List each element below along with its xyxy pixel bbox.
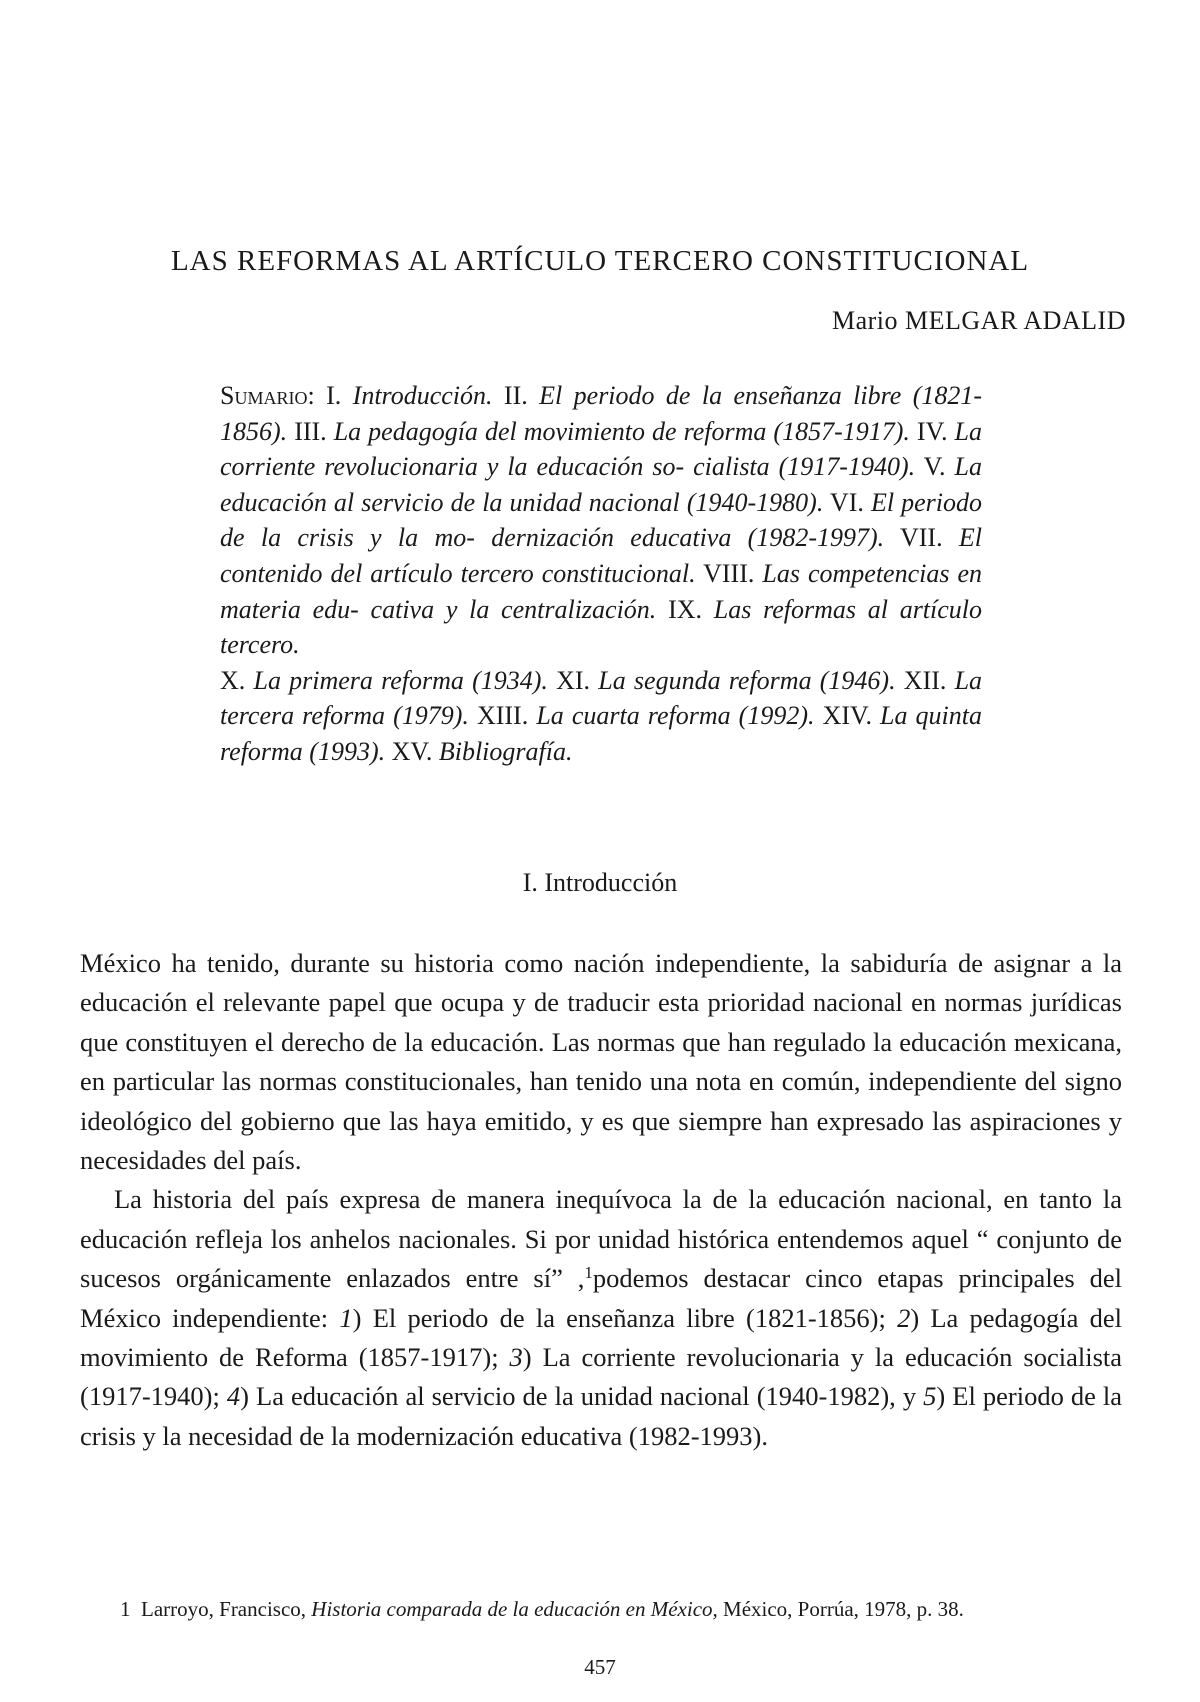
article-title: LAS REFORMAS AL ARTÍCULO TERCERO CONSTITUCIONAL [170, 245, 1030, 277]
page-number: 457 [584, 1655, 616, 1679]
paragraph: La historia del país expresa de manera inequívoca la de la educación nacional, en tanto la educación refleja los anhelos nacionales. Si por unidad histórica entendemos aquel “ conjunto de sucesos orgánicamente enlazados entre sí” ,$^1$podemos destacar cinco etapas principales del México independiente: 1) El periodo de la enseñanza libre (1821-1856); 2) La pedagogía del movimiento de Reforma (1857-1917); 3) La corriente revolucionaria y la educación socialista (1917-1940); 4) La educación al servicio de la unidad nacional (1940-1982), y 5) El periodo de la crisis y la necesidad de la modernización educativa (1982-1993). [80, 1184, 1123, 1451]
summary-block: Sumario: I. Introducción. II. El periodo de la enseñanza libre (1821-1856). III. La pedagogía del movimiento de reforma (1857-1917). IV. La corriente revolucionaria y la educación so- cialista (1917-1940). V. La educación al servicio de la unidad nacional (1940-1980). VI. El periodo de la crisis y la mo- dernización educativa (1982-1997). VII. El contenido del artículo tercero constitucional. VIII. Las competencias en materia edu- cativa y la centralización. IX. Las reformas al artículo tercero. X. La primera reforma (1934). XI. La segunda reforma (1946). XII. La tercera reforma (1979). XIII. La cuarta reforma (1992). XIV. La quinta reforma (1993). XV. Bibliografía. [220, 381, 983, 766]
summary-item: III. La pedagogía del movimiento de reforma (1857-1917). [294, 416, 910, 446]
section-heading: I. Introducción [522, 868, 678, 897]
author-name: Mario MELGAR ADALID [831, 306, 1126, 335]
stage-item: 5) El periodo de la crisis y la necesidad de la modernización educativa (1982-1993). [80, 1381, 1123, 1451]
summary-item: IV. La corriente revolucionaria y la educación so- cialista (1917-1940). [220, 416, 982, 482]
summary-item: VI. El periodo de la crisis y la mo- dernización educativa (1982-1997). [220, 487, 982, 553]
stage-item: 3) La corriente revolucionaria y la educación socialista (1917-1940); [80, 1342, 1123, 1412]
summary-item: VII. El contenido del artículo tercero constitucional. [220, 523, 983, 588]
summary-item: X. La primera reforma (1934). [220, 665, 548, 695]
stage-item: 2) La pedagogía del movimiento de Reforma (1857-1917); [80, 1302, 1123, 1373]
paragraph: México ha tenido, durante su historia como nación independiente, la sabiduría de asignar a la educación el relevante papel que ocupa y de traducir esta prioridad nacional en normas jurídicas que constituyen el derecho de la educación. Las normas que han regulado la educación mexicana, en particular las normas constitucionales, han tenido una nota en común, independiente del signo ideológico del gobierno que las haya emitido, y es que siempre han expresado las aspiraciones y necesidades del país. [80, 948, 1122, 1176]
footnote-book-title: Historia comparada de la educación en México, [311, 1597, 718, 1621]
summary-item: I. Introducción. [326, 381, 493, 410]
footnote-ref: 1 [584, 1263, 593, 1283]
summary-item: XIII. La cuarta reforma (1992). [476, 701, 815, 731]
summary-item: XI. La segunda reforma (1946). [556, 665, 896, 695]
footnote-number: 1 [120, 1597, 131, 1621]
summary-item: IX. Las reformas al artículo tercero. [220, 594, 983, 660]
summary-label: Sumario [220, 381, 308, 410]
footnote: 1 Larroyo, Francisco, Historia comparada de la educación en México, México, Porrúa, 1978, p. 38. [120, 1597, 964, 1621]
summary-item: V. La educación al servicio de la unidad nacional (1940-1980). [220, 452, 983, 517]
summary-item: II. El periodo de la enseñanza libre (1821-1856). [220, 381, 983, 446]
summary-item: XIV. La quinta reforma (1993). [220, 701, 982, 766]
body-text [80, 944, 1122, 1456]
summary-item: VIII. Las competencias en materia edu- cativa y la centralización. [220, 558, 983, 624]
summary-item: XII. La tercera reforma (1979). [220, 665, 983, 731]
stage-item: 4) La educación al servicio de la unidad nacional (1940-1982), y [226, 1381, 917, 1412]
stage-item: 1) El periodo de la enseñanza libre (1821-1856); [339, 1302, 886, 1333]
summary-item: XV. Bibliografía. [391, 736, 573, 766]
